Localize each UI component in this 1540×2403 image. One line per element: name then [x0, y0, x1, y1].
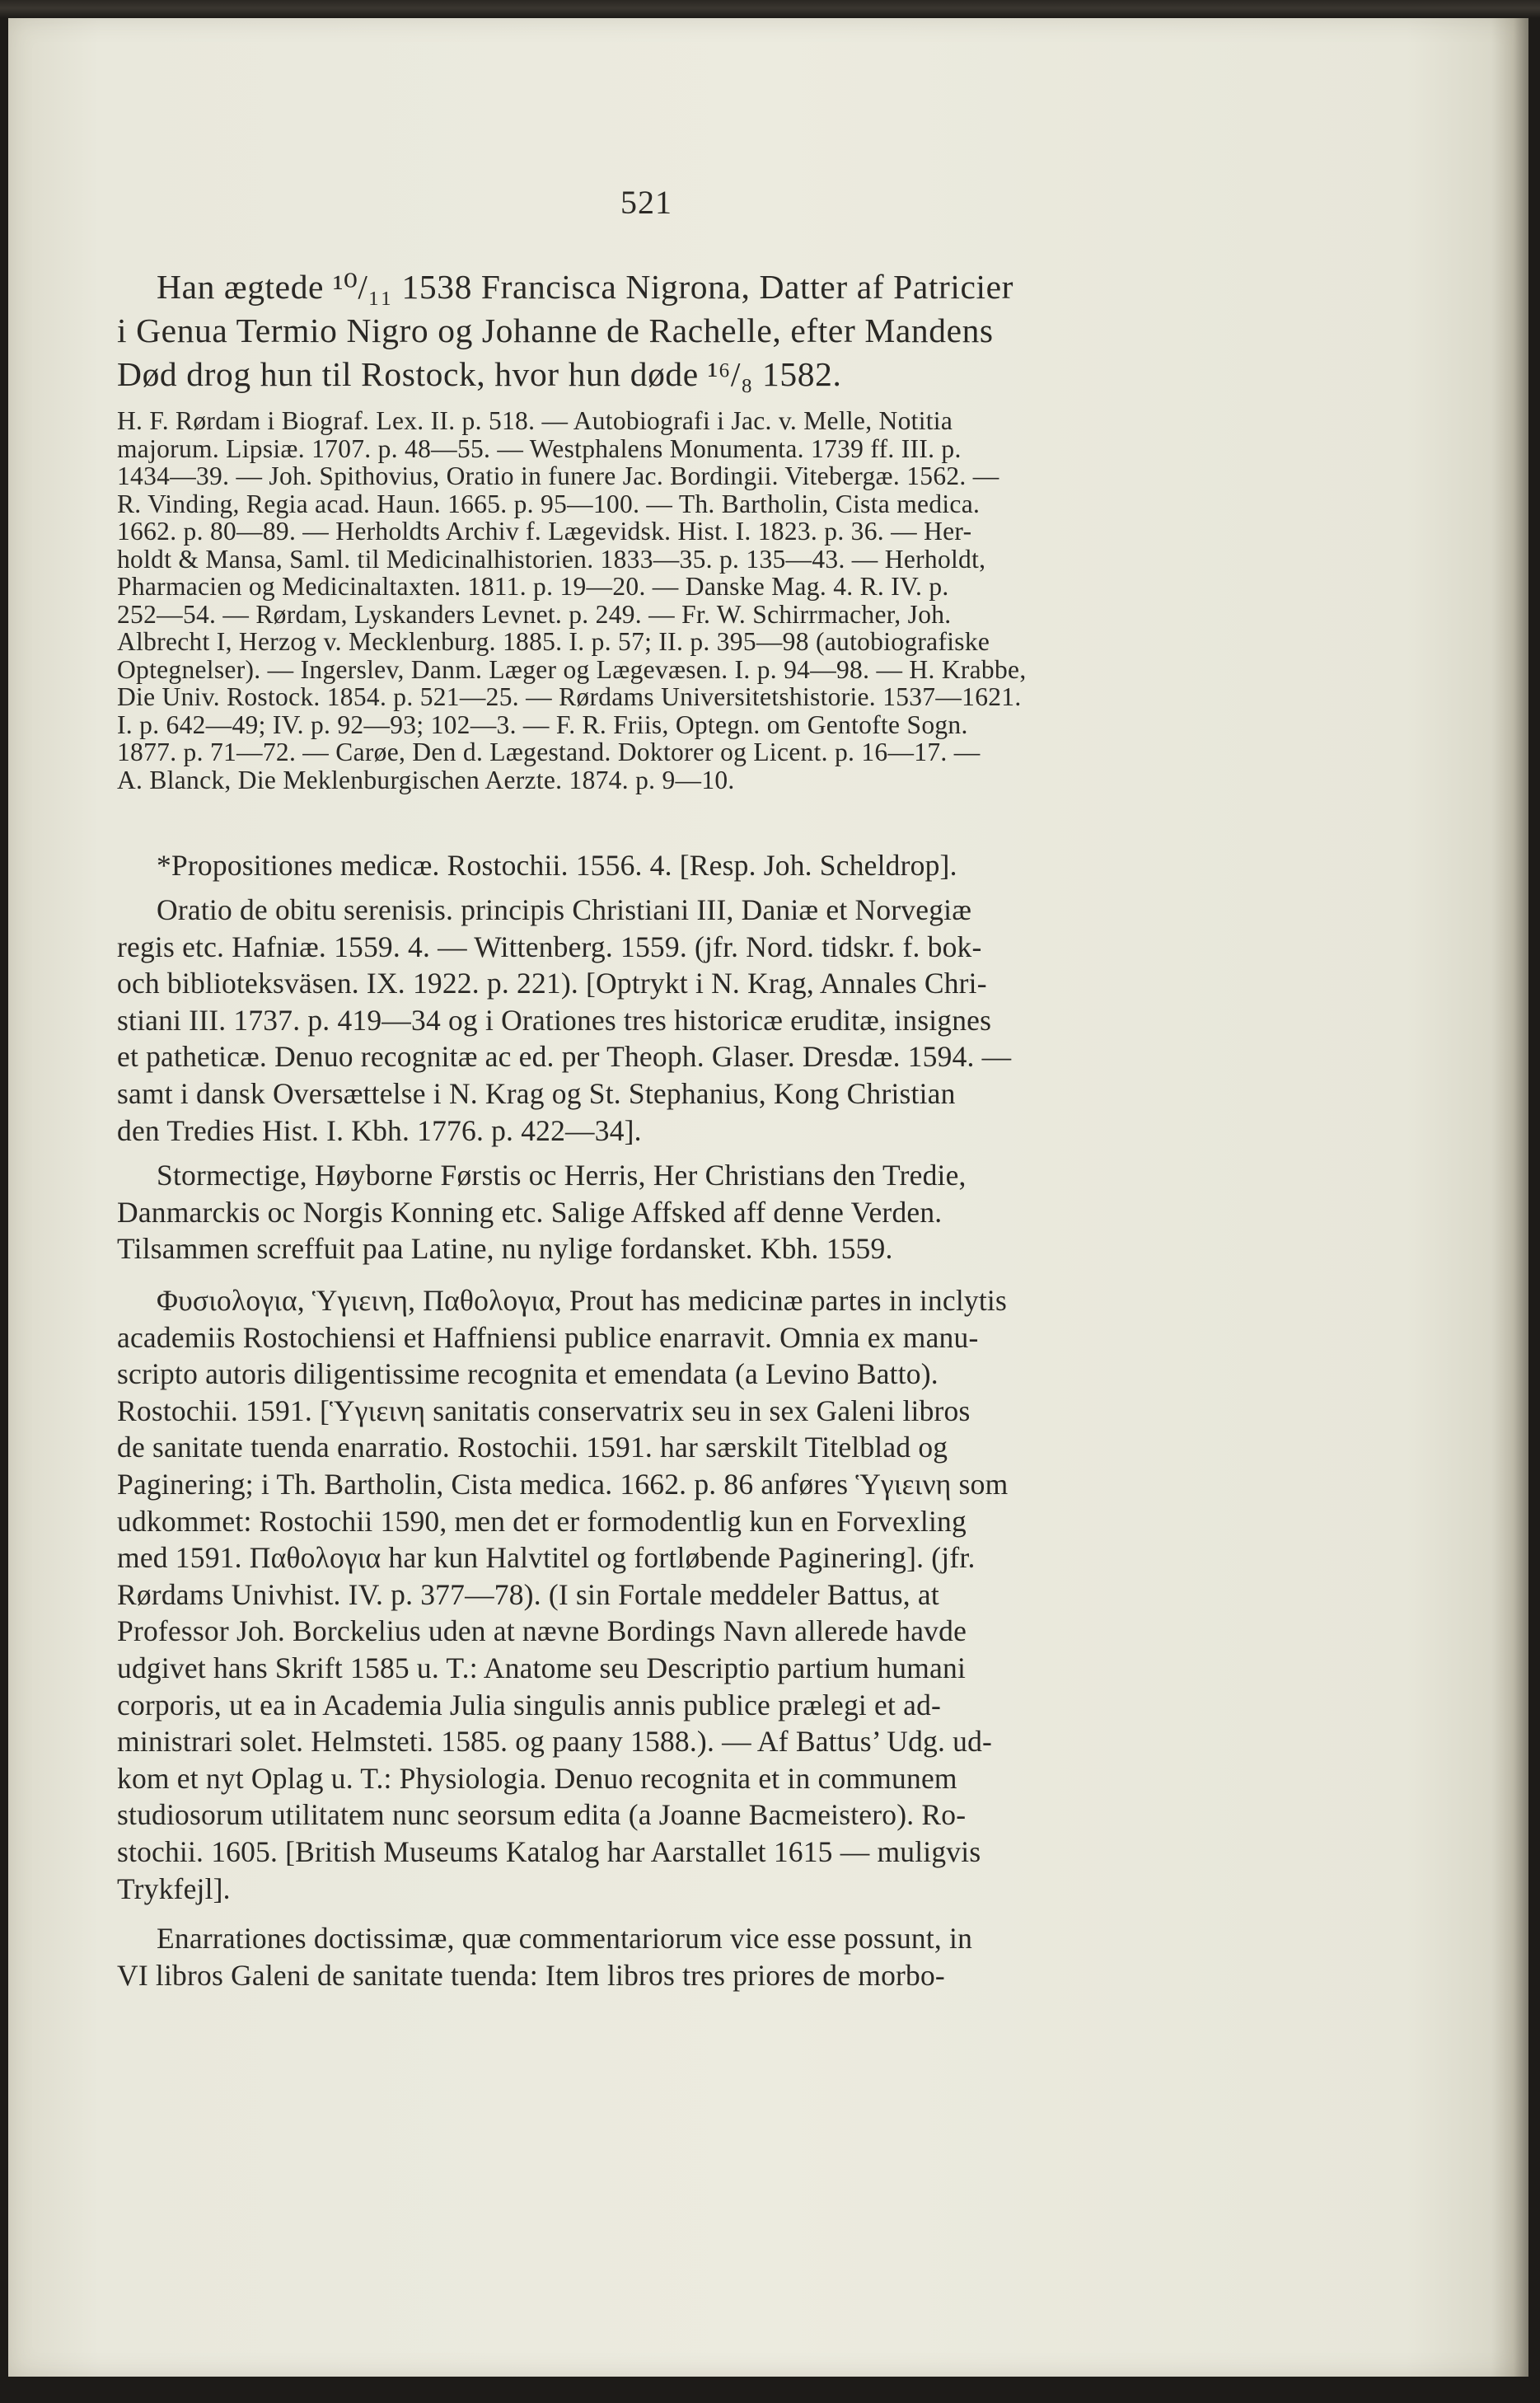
text-line: R. Vinding, Regia acad. Haun. 1665. p. 95—100. — Th. Bartholin, Cista medica. — [117, 489, 981, 518]
bibliography-entry-oratio — [117, 892, 1185, 1149]
text-line: I. p. 642—49; IV. p. 92—93; 102—3. — F. R. Friis, Optegn. om Gentofte Sogn. — [117, 710, 968, 739]
text-line: Tilsammen screffuit paa Latine, nu nylige fordansket. Kbh. 1559. — [117, 1232, 893, 1266]
reference-list — [117, 407, 1185, 794]
bibliography-entry-physiologia — [117, 1282, 1185, 1907]
text-line: academiis Rostochiensi et Haffniensi publice enarravit. Omnia ex manu- — [117, 1320, 979, 1354]
text-line: 252—54. — Rørdam, Lyskanders Levnet. p. 249. — Fr. W. Schirrmacher, Joh. — [117, 599, 952, 629]
text-line: udkommet: Rostochii 1590, men det er formodentlig kun en Forvexling — [117, 1504, 967, 1538]
text-line: Rostochii. 1591. [Ὑγιεινη sanitatis conservatrix seu in sex Galeni libros — [117, 1394, 971, 1427]
text-line: A. Blanck, Die Meklenburgischen Aerzte. 1874. p. 9—10. — [117, 765, 735, 794]
text-line: 1662. p. 80—89. — Herholdts Archiv f. Lægevidsk. Hist. I. 1823. p. 36. — Her- — [117, 517, 972, 546]
text-line: Albrecht I, Herzog v. Mecklenburg. 1885. I. p. 57; II. p. 395—98 (autobiografiske — [117, 627, 990, 656]
text-line: Die Univ. Rostock. 1854. p. 521—25. — Rørdams Universitetshistorie. 1537—1621. — [117, 682, 1022, 711]
text-line: Oratio de obitu serenisis. principis Christiani III, Daniæ et Norvegiæ — [157, 893, 972, 926]
text-line: i Genua Termio Nigro og Johanne de Rachelle, efter Mandens — [117, 312, 994, 349]
text-line: corporis, ut ea in Academia Julia singulis annis publice prælegi et ad- — [117, 1688, 942, 1721]
page-number: 521 — [620, 184, 672, 221]
text-line: 1877. p. 71—72. — Carøe, Den d. Lægestand. Doktorer og Licent. p. 16—17. — — [117, 738, 981, 766]
text-line: Han ægtede ¹⁰/₁₁ 1538 Francisca Nigrona, Datter af Patricier — [157, 268, 1014, 306]
bibliography-entry-stormectige — [117, 1157, 1185, 1267]
text-line: Trykfejl]. — [117, 1871, 231, 1905]
text-line: *Propositiones medicæ. Rostochii. 1556. 4. [Resp. Joh. Scheldrop]. — [157, 849, 957, 882]
text-line: udgivet hans Skrift 1585 u. T.: Anatome seu Descriptio partium humani — [117, 1651, 967, 1684]
text-line: scripto autoris diligentissime recognita et emendata (a Levino Batto). — [117, 1357, 939, 1391]
text-line: holdt & Mansa, Saml. til Medicinalhistorien. 1833—35. p. 135—43. — Herholdt, — [117, 544, 986, 574]
text-line: de sanitate tuenda enarratio. Rostochii. 1591. har særskilt Titelblad og — [117, 1431, 948, 1464]
text-line: Optegnelser). — Ingerslev, Danm. Læger og Lægevæsen. I. p. 94—98. — H. Krabbe, — [117, 654, 1027, 684]
text-line: stiani III. 1737. p. 419—34 og i Orationes tres historicæ eruditæ, insignes — [117, 1003, 992, 1037]
text-line: Pharmacien og Medicinaltaxten. 1811. p. 19—20. — Danske Mag. 4. R. IV. p. — [117, 572, 949, 601]
text-line: Enarrationes doctissimæ, quæ commentariorum vice esse possunt, in — [157, 1922, 973, 1955]
text-line: VI libros Galeni de sanitate tuenda: Item libros tres priores de morbo- — [117, 1958, 945, 1992]
text-line: stochii. 1605. [British Museums Katalog har Aarstallet 1615 — muligvis — [117, 1834, 981, 1868]
text-line: Φυσιολογια, Ὑγιεινη, Παθολογια, Prout has medicinæ partes in inclytis — [157, 1284, 1007, 1317]
text-line: Paginering; i Th. Bartholin, Cista medica. 1662. p. 86 anføres Ὑγιεινη som — [117, 1467, 1009, 1501]
text-line: studiosorum utilitatem nunc seorsum edita (a Joanne Bacmeistero). Ro- — [117, 1798, 967, 1832]
text-line: Professor Joh. Borckelius uden at nævne Bordings Navn allerede havde — [117, 1614, 967, 1648]
text-line: H. F. Rørdam i Biograf. Lex. II. p. 518. — Autobiografi i Jac. v. Melle, Notitia — [117, 406, 953, 435]
text-line: et patheticæ. Denuo recognitæ ac ed. per Theoph. Glaser. Dresdæ. 1594. — — [117, 1040, 1012, 1074]
intro-paragraph — [117, 265, 1185, 396]
text-line: Danmarckis oc Norgis Konning etc. Salige Affsked aff denne Verden. — [117, 1195, 943, 1229]
text-line: ministrari solet. Helmsteti. 1585. og paany 1588.). — Af Battus’ Udg. ud- — [117, 1725, 993, 1759]
text-line: kom et nyt Oplag u. T.: Physiologia. Denuo recognita et in communem — [117, 1761, 957, 1795]
page-edge-shadow — [1491, 18, 1528, 2377]
bibliography-entry-propositiones — [117, 847, 1185, 884]
text-line: samt i dansk Oversættelse i N. Krag og St. Stephanius, Kong Christian — [117, 1076, 956, 1110]
text-line: Død drog hun til Rostock, hvor hun døde ¹⁶/₈ 1582. — [117, 355, 842, 393]
text-line: och biblioteksväsen. IX. 1922. p. 221). [Optrykt i N. Krag, Annales Chri- — [117, 967, 987, 1000]
text-line: Rørdams Univhist. IV. p. 377—78). (I sin Fortale meddeler Battus, at — [117, 1577, 939, 1611]
text-line: med 1591. Παθολογια har kun Halvtitel og fortløbende Paginering]. (jfr. — [117, 1541, 976, 1575]
text-line: den Tredies Hist. I. Kbh. 1776. p. 422—34]. — [117, 1113, 642, 1147]
text-line: Stormectige, Høyborne Førstis oc Herris, Her Christians den Tredie, — [157, 1159, 967, 1192]
text-line: 1434—39. — Joh. Spithovius, Oratio in funere Jac. Bordingii. Vitebergæ. 1562. — — [117, 461, 999, 490]
bibliography-entry-enarrationes — [117, 1920, 1185, 1993]
text-line: majorum. Lipsiæ. 1707. p. 48—55. — Westphalens Monumenta. 1739 ff. III. p. — [117, 433, 962, 463]
text-line: regis etc. Hafniæ. 1559. 4. — Wittenberg. 1559. (jfr. Nord. tidskr. f. bok- — [117, 930, 982, 963]
